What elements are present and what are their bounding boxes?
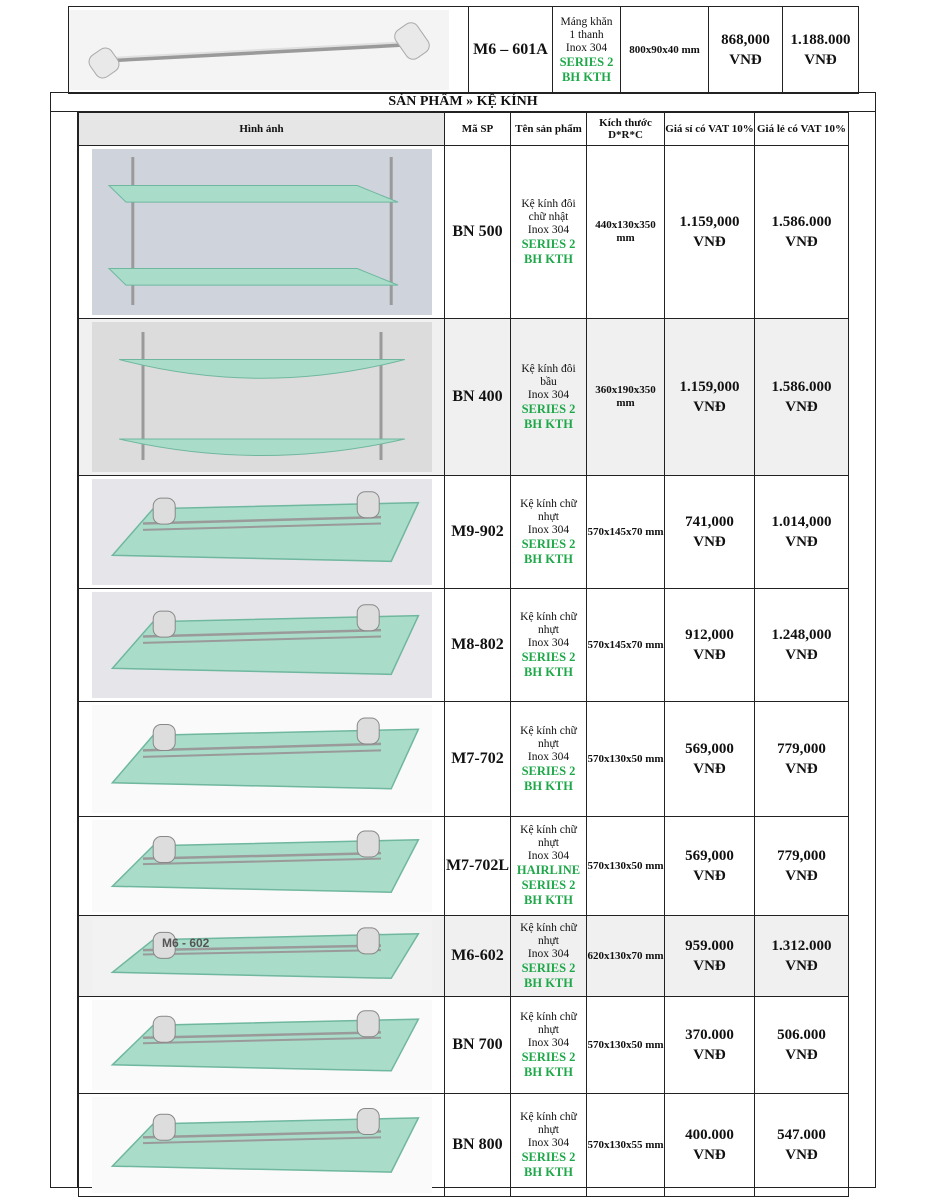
price-wholesale: 959.000 VNĐ: [665, 916, 755, 997]
product-image-cell: [79, 702, 445, 817]
product-name: Kệ kính đôi chữ nhật Inox 304 SERIES 2 BH KTH: [511, 146, 587, 319]
product-image: [92, 322, 432, 472]
table-row: [79, 146, 849, 319]
left-margin-strip: [50, 112, 78, 1188]
product-dimensions: 360x190x350 mm: [587, 319, 665, 476]
product-dimensions: 570x130x50 mm: [587, 817, 665, 916]
product-name: Kệ kính chữ nhựt Inox 304 SERIES 2 BH KTH: [511, 916, 587, 997]
product-image-cell: [79, 1094, 445, 1197]
product-dimensions: 570x130x55 mm: [587, 1094, 665, 1197]
table-row: [79, 817, 849, 916]
product-image: [92, 592, 432, 698]
header-image: Hình ảnh: [79, 113, 445, 146]
header-price-retail: Giá lẻ có VAT 10%: [755, 113, 849, 146]
price-retail: 1.188.000 VNĐ: [783, 7, 859, 94]
product-image-cell: [79, 319, 445, 476]
price-retail: 1.586.000 VNĐ: [755, 319, 849, 476]
product-image: [92, 479, 432, 585]
product-name: Kệ kính chữ nhựt Inox 304 SERIES 2 BH KTH: [511, 589, 587, 702]
product-image: [92, 1000, 432, 1090]
product-code: BN 700: [445, 997, 511, 1094]
price-retail: 779,000 VNĐ: [755, 817, 849, 916]
product-dimensions: 570x130x50 mm: [587, 702, 665, 817]
product-image-cell: [79, 476, 445, 589]
price-wholesale: 741,000 VNĐ: [665, 476, 755, 589]
price-retail: 1.586.000 VNĐ: [755, 146, 849, 319]
header-price-wholesale: Giá sỉ có VAT 10%: [665, 113, 755, 146]
product-name: Kệ kính chữ nhựt Inox 304 SERIES 2 BH KTH: [511, 1094, 587, 1197]
header-dimensions: Kích thước D*R*C: [587, 113, 665, 146]
product-dimensions: 800x90x40 mm: [621, 7, 709, 94]
price-wholesale: 569,000 VNĐ: [665, 817, 755, 916]
product-dimensions: 620x130x70 mm: [587, 916, 665, 997]
product-image-cell: [79, 589, 445, 702]
product-code: M7-702L: [445, 817, 511, 916]
table-row: [79, 997, 849, 1094]
product-image: [92, 820, 432, 912]
product-code: BN 500: [445, 146, 511, 319]
price-wholesale: 868,000 VNĐ: [709, 7, 783, 94]
table-row: [79, 476, 849, 589]
product-code: M7-702: [445, 702, 511, 817]
table-row: [79, 702, 849, 817]
price-retail: 1.248,000 VNĐ: [755, 589, 849, 702]
price-retail: 547.000 VNĐ: [755, 1094, 849, 1197]
price-wholesale: 912,000 VNĐ: [665, 589, 755, 702]
price-wholesale: 400.000 VNĐ: [665, 1094, 755, 1197]
product-code: BN 800: [445, 1094, 511, 1197]
price-retail: 779,000 VNĐ: [755, 702, 849, 817]
product-code: M8-802: [445, 589, 511, 702]
product-name: Kệ kính chữ nhựt Inox 304 HAIRLINE SERIES 2 BH KTH: [511, 817, 587, 916]
product-name: Máng khăn 1 thanh Inox 304 SERIES 2 BH KTH: [553, 7, 621, 94]
product-image: [92, 149, 432, 315]
price-retail: 1.312.000 VNĐ: [755, 916, 849, 997]
right-margin-strip: [848, 112, 876, 1188]
product-image: [92, 919, 432, 993]
table-row: [79, 916, 849, 997]
product-image: [92, 1097, 432, 1193]
table-row: [79, 1094, 849, 1197]
price-retail: 506.000 VNĐ: [755, 997, 849, 1094]
product-name: Kệ kính chữ nhựt Inox 304 SERIES 2 BH KTH: [511, 476, 587, 589]
table-header-row: [79, 113, 849, 146]
product-image-cell: [79, 997, 445, 1094]
header-name: Tên sản phẩm: [511, 113, 587, 146]
product-image: [92, 705, 432, 813]
price-wholesale: 1.159,000 VNĐ: [665, 146, 755, 319]
product-name: Kệ kính chữ nhựt Inox 304 SERIES 2 BH KTH: [511, 702, 587, 817]
product-name: Kệ kính đôi bầu Inox 304 SERIES 2 BH KTH: [511, 319, 587, 476]
image-label: M6 - 602: [161, 936, 209, 950]
product-dimensions: 570x130x50 mm: [587, 997, 665, 1094]
product-dimensions: 570x145x70 mm: [587, 476, 665, 589]
product-image-cell: [69, 7, 469, 94]
table-row: [79, 319, 849, 476]
product-code: M9-902: [445, 476, 511, 589]
product-image-cell: [79, 146, 445, 319]
price-retail: 1.014,000 VNĐ: [755, 476, 849, 589]
product-code: M6 – 601A: [469, 7, 553, 94]
price-wholesale: 569,000 VNĐ: [665, 702, 755, 817]
product-image-cell: [79, 817, 445, 916]
table-row: [79, 589, 849, 702]
product-name: Kệ kính chữ nhựt Inox 304 SERIES 2 BH KTH: [511, 997, 587, 1094]
header-code: Mã SP: [445, 113, 511, 146]
towel-bar-image: [69, 10, 449, 90]
product-code: BN 400: [445, 319, 511, 476]
price-wholesale: 1.159,000 VNĐ: [665, 319, 755, 476]
section-title: SẢN PHẨM » KỆ KÍNH: [50, 92, 876, 112]
product-table: [78, 112, 849, 1197]
product-code: M6-602: [445, 916, 511, 997]
price-wholesale: 370.000 VNĐ: [665, 997, 755, 1094]
product-dimensions: 440x130x350 mm: [587, 146, 665, 319]
product-image-cell: [79, 916, 445, 997]
product-dimensions: 570x145x70 mm: [587, 589, 665, 702]
top-product-row: [68, 6, 859, 94]
